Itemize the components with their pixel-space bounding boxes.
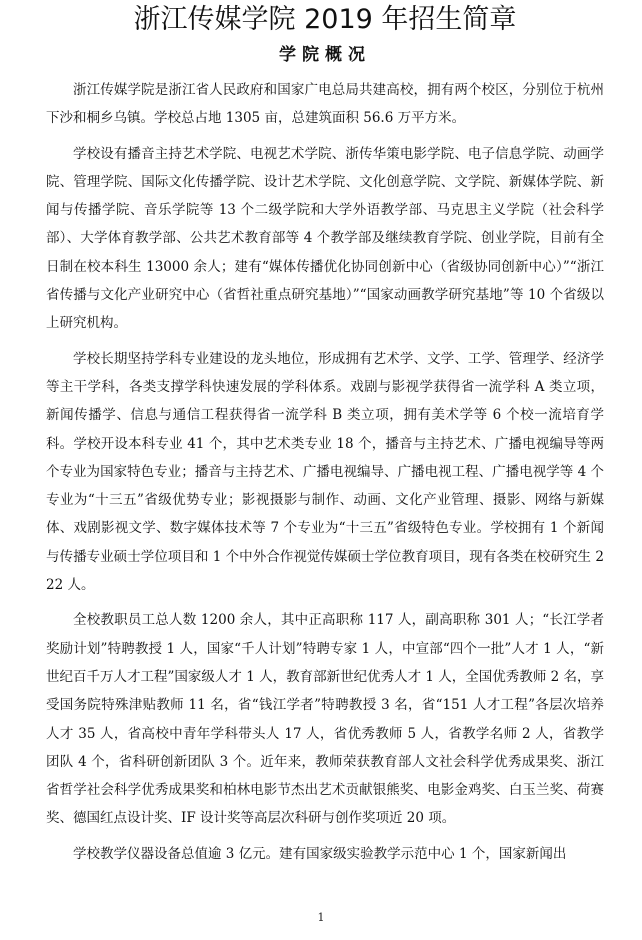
paragraph-faculty: 全校教职员工总人数 1200 余人，其中正高职称 117 人，副高职称 301 人；“长江学者奖励计划”特聘教授 1 人，国家“千人计划”特聘专家 1 人，中宣部“四个一批”人才 1 人，“新世纪百千万人才工程”国家级人才 1 人，教育部新世纪优秀人才 1 人，全国优秀教师 2 名，享受国务院特殊津贴教师 11 名，省“钱江学者”特聘教授 3 名，省“151 人才工程”各层次培养人才 35 人，省高校中青年学科带头人 17 人，省优秀教师 5 人，省教学名师 2 人，省教学团队 4 个，省科研创新团队 3 个。近年来，教师荣获教育部人文社会科学优秀成果奖、浙江省哲学社会科学优秀成果奖和柏林电影节杰出艺术贡献银熊奖、电影金鸡奖、白玉兰奖、荷赛奖、德国红点设计奖、IF 设计奖等高层次科研与创作奖项近 20 项。 [46,612,604,827]
paragraph-equipment: 学校教学仪器设备总值逾 3 亿元。建有国家级实验教学示范中心 1 个，国家新闻出 [73,845,567,862]
paragraph-overview: 浙江传媒学院是浙江省人民政府和国家广电总局共建高校，拥有两个校区，分别位于杭州下沙和桐乡乌镇。学校总占地 1305 亩，总建筑面积 56.6 万平方米。 [46,82,604,127]
paragraph-schools: 学校设有播音主持艺术学院、电视艺术学院、浙传华策电影学院、电子信息学院、动画学院、管理学院、国际文化传播学院、设计艺术学院、文化创意学院、文学院、新媒体学院、新闻与传播学院、音乐学院等 13 个二级学院和大学外语教学部、马克思主义学院（社会科学部）、大学体育教学部、公共艺术教育部等 4 个教学部及继续教育学院、创业学院，目前有全日制在校本科生 13000 余人；建有“媒体传播优化协同创新中心（省级协同创新中心）”“浙江省传播与文化产业研究中心（省哲社重点研究基地）”“国家动画教学研究基地”等 10 个省级以上研究机构。 [46,145,604,332]
page-number: 1 [317,911,325,924]
paragraph-disciplines: 学校长期坚持学科专业建设的龙头地位，形成拥有艺术学、文学、工学、管理学、经济学等主干学科，各类支撑学科快速发展的学科体系。戏剧与影视学获得省一流学科 A 类立项，新闻传播学、信息与通信工程获得省一流学科 B 类立项，拥有美术学等 6 个校一流培育学科。学校开设本科专业 41 个，其中艺术类专业 18 个，播音与主持艺术、广播电视编导等两个专业为国家特色专业；播音与主持艺术、广播电视编导、广播电视工程、广播电视学等 4 个专业为“十三五”省级优势专业；影视摄影与制作、动画、文化产业管理、摄影、网络与新媒体、戏剧影视文学、数字媒体技术等 7 个专业为“十三五”省级特色专业。学校拥有 1 个新闻与传播专业硕士学位项目和 1 个中外合作视觉传媒硕士学位教育项目，现有各类在校研究生 222 人。 [46,350,604,594]
document-body [46,76,604,928]
document-title: 浙江传媒学院 2019 年招生简章 [133,4,517,35]
section-title: 学院概况 [279,45,371,65]
